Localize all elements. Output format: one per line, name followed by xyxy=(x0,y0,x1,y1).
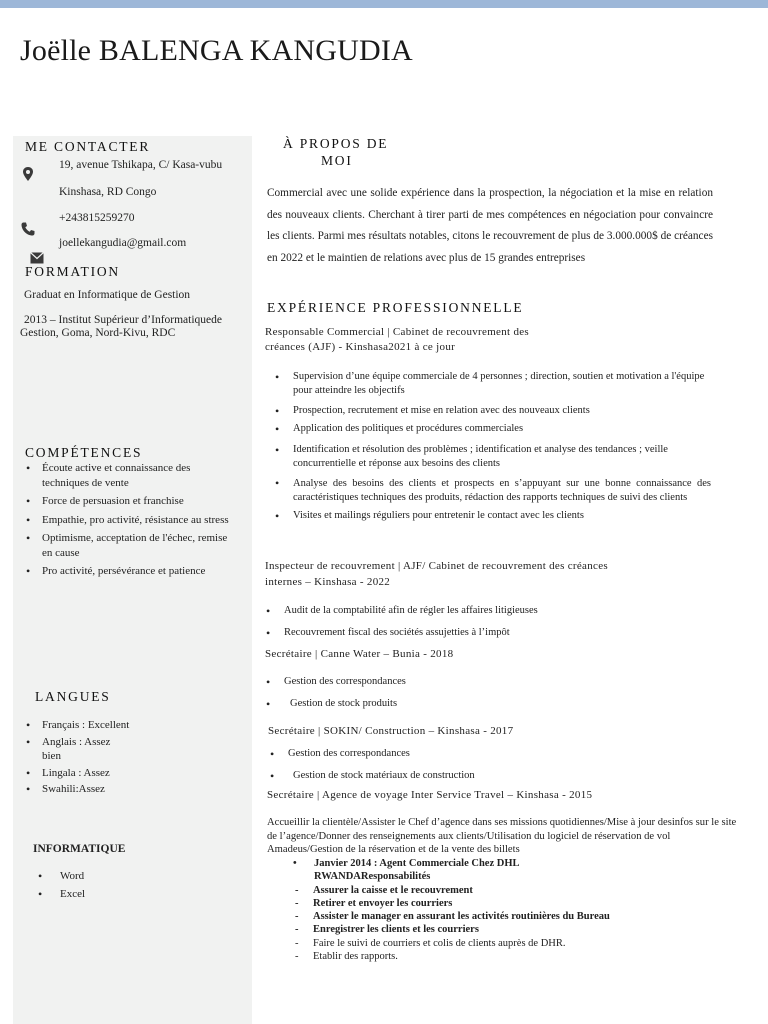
langue-item: • Swahili:Assez xyxy=(20,782,140,797)
location-icon xyxy=(20,166,36,182)
phone-icon xyxy=(20,221,36,237)
formation-school-line-1: 2013 – Institut Supérieur d’Informatiquede xyxy=(24,314,223,326)
dhl-item: - Faire le suivi de courriers et colis de clients auprès de DHR. xyxy=(293,937,653,950)
dhl-bullet: • xyxy=(293,858,297,869)
job-5-title: Secrétaire | Agence de voyage Inter Service Travel – Kinshasa - 2015 xyxy=(267,789,593,801)
job-4-title: Secrétaire | SOKIN/ Construction – Kinshasa - 2017 xyxy=(268,725,514,737)
job-1-title-line-2: créances (AJF) - Kinshasa2021 à ce jour xyxy=(265,341,456,353)
informatique-heading: INFORMATIQUE xyxy=(33,843,126,855)
langue-item: • Français : Excellent xyxy=(20,718,140,733)
job-2-item: • Audit de la comptabilité afin de régler les affaires litigieuses xyxy=(262,604,702,618)
address-line-2: Kinshasa, RD Congo xyxy=(59,186,157,198)
top-accent-bar xyxy=(0,0,768,8)
job-1-item: • Prospection, recrutement et mise en relation avec des nouveaux clients xyxy=(271,404,711,418)
address-line-1: 19, avenue Tshikapa, C/ Kasa-vubu xyxy=(59,159,223,171)
job-1-item: • Supervision d’une équipe commerciale de 4 personnes ; direction, soutien et motivation a l'équipe pour atteindre les objectifs xyxy=(271,370,711,398)
langues-list xyxy=(20,718,140,799)
formation-school-line-2: Gestion, Goma, Nord-Kivu, RDC xyxy=(20,327,176,339)
experience-heading: EXPÉRIENCE PROFESSIONNELLE xyxy=(267,300,524,315)
job-1-list xyxy=(271,370,711,527)
mail-icon xyxy=(30,252,44,264)
informatique-item: • Word xyxy=(32,869,152,884)
job-2-item: • Recouvrement fiscal des sociétés assujetties à l’impôt xyxy=(262,626,702,640)
job-4-item: • Gestion de stock matériaux de construction xyxy=(266,769,706,783)
person-name: Joëlle BALENGA KANGUDIA xyxy=(20,34,413,67)
dhl-block xyxy=(293,857,653,963)
informatique-list xyxy=(32,869,152,905)
competences-heading: COMPÉTENCES xyxy=(25,445,143,460)
apropos-text: Commercial avec une solide expérience dans la prospection, la négociation et la mise en relation des nouveaux clients. Cherchant à tirer parti de mes compétences en négociation pour convaincre les clients. Parmi mes résultats notables, citons le recouvrement de plus de 3.000.000$ de créances en 2022 et le maintien de relations avec plus de 15 grandes entreprises xyxy=(267,187,713,264)
dhl-subtitle: RWANDAResponsabilités xyxy=(314,871,431,883)
apropos-heading-line-2: MOI xyxy=(321,153,353,168)
job-1-item: • Application des politiques et procédures commerciales xyxy=(271,422,711,436)
job-3-title: Secrétaire | Canne Water – Bunia - 2018 xyxy=(265,648,454,660)
job-3-item: • Gestion de stock produits xyxy=(262,697,702,711)
job-2-title-line-1: Inspecteur de recouvrement | AJF/ Cabinet de recouvrement des créances xyxy=(265,560,608,572)
job-1-item: • Analyse des besoins des clients et prospects en s’appuyant sur une bonne connaissance des caractéristiques techniques des produits, rédaction des rapports techniques de suivi des clients xyxy=(271,477,711,504)
job-1-item: • Visites et mailings réguliers pour entretenir le contact avec les clients xyxy=(271,509,711,523)
langue-item: • Anglais : Assez bien xyxy=(20,735,122,764)
contact-heading: ME CONTACTER xyxy=(25,139,151,154)
job-1-item: • Identification et résolution des problèmes ; identification et analyse des tendances ; veille concurrentielle et réponse aux besoins des clients xyxy=(271,443,711,471)
langues-heading: LANGUES xyxy=(35,689,111,704)
formation-heading: FORMATION xyxy=(25,264,120,279)
job-2-list xyxy=(262,604,702,644)
formation-degree: Graduat en Informatique de Gestion xyxy=(24,289,191,301)
job-3-list xyxy=(262,675,702,715)
competences-list xyxy=(20,461,240,583)
competence-item: • Pro activité, persévérance et patience xyxy=(20,564,240,579)
competence-item: • Écoute active et connaissance des techniques de vente xyxy=(20,461,240,490)
competence-item: • Optimisme, acceptation de l'échec, remise en cause xyxy=(20,531,240,560)
dhl-item: - Assurer la caisse et le recouvrement xyxy=(293,884,653,897)
dhl-item: - Assister le manager en assurant les activités routinières du Bureau xyxy=(293,910,653,923)
job-4-item: • Gestion des correspondances xyxy=(266,747,706,761)
dhl-item: - Enregistrer les clients et les courriers xyxy=(293,923,653,936)
phone-number[interactable]: +243815259270 xyxy=(59,212,135,224)
competence-item: • Force de persuasion et franchise xyxy=(20,494,240,509)
apropos-heading-line-1: À PROPOS DE xyxy=(283,136,389,151)
job-2-title-line-2: internes – Kinshasa - 2022 xyxy=(265,576,391,588)
informatique-item: • Excel xyxy=(32,887,152,902)
competence-item: • Empathie, pro activité, résistance au stress xyxy=(20,513,240,528)
job-3-item: • Gestion des correspondances xyxy=(262,675,702,689)
email-address[interactable]: joellekangudia@gmail.com xyxy=(59,237,187,249)
dhl-title-text: Janvier 2014 : Agent Commerciale Chez DHL xyxy=(314,858,520,869)
dhl-item: - Etablir des rapports. xyxy=(293,950,653,963)
langue-item: • Lingala : Assez xyxy=(20,766,140,781)
dhl-title xyxy=(293,857,653,870)
job-1-title-line-1: Responsable Commercial | Cabinet de recouvrement des xyxy=(265,326,530,338)
job-4-list xyxy=(266,747,706,787)
job-5-description: Accueillir la clientèle/Assister le Chef d’agence dans ses missions quotidiennes/Mise à jour desinfos sur le site de l’agence/Donner des renseignements aux clients/Utilisation du logiciel de réservation de vol Amadeus/Gestion de la réservation et de la vente des billets xyxy=(267,817,737,855)
dhl-item: - Retirer et envoyer les courriers xyxy=(293,897,653,910)
